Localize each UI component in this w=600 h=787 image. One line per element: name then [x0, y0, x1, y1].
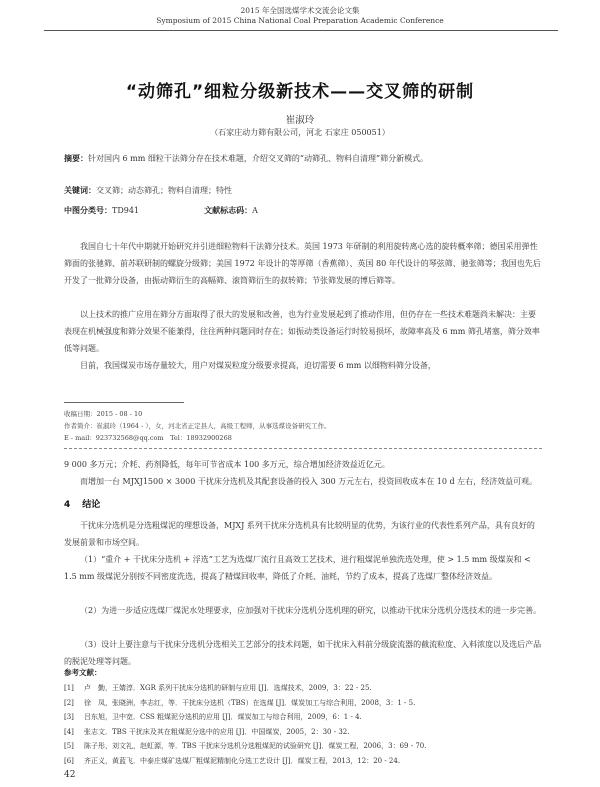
reference-list [64, 681, 542, 768]
section-title: 结论 [82, 500, 101, 510]
intro-paragraph-3: 目前，我国煤炭市场存量较大，用户对煤炭粒度分级要求提高，迫切需要 6 mm 以细物料筛分设备， [80, 361, 436, 370]
reference-item: [6] 齐正义，黄蓝飞．中泰庄煤矿选煤厂粗煤泥精制化分选工艺设计 [J]．煤炭工程，2013，12：20 - 24. [64, 756, 401, 765]
clc-label: 中图分类号： [64, 206, 112, 215]
reference-item: [5] 陈子彤，刘文礼，赵虹源，等．TBS 干扰床分选机分选粗煤泥的试验研究 [J]．煤炭工程，2006，3：69 - 70. [64, 742, 427, 750]
header-cn: 2015 年全国选煤学术交流会论文集 [240, 6, 360, 15]
continued-paragraph-1: 9 000 多万元；介耗、药剂降低，每年可节省成本 100 多万元，综合增加经济效益近亿元。 [64, 460, 390, 469]
reference-item: [1] 卢 勤，王婧淳．XGR 系列干扰床分选机的研制与应用 [J]．选煤技术，2009，3：22 - 25. [64, 684, 372, 692]
doc-code-value: A [252, 206, 258, 215]
keywords [64, 185, 542, 196]
section-number: 4 [64, 500, 71, 510]
doc-code-label: 文献标志码： [204, 206, 253, 215]
footnote-divider [64, 402, 184, 403]
footnote [64, 408, 542, 444]
received-date: 收稿日期：2015 - 08 - 10 [64, 410, 143, 418]
continued-paragraph-2: 而增加一台 MJXJ1500 × 3000 干扰床分选机及其配套设备的投入 300 万元左右，投资回收成本在 10 d 左右，经济效益可观。 [80, 477, 538, 486]
running-header [0, 6, 600, 26]
conclusion-paragraph-2: （1）“重介 + 干扰床分选机 + 浮选”工艺为选煤厂流行且高效工艺技术，进行粗煤泥单独洗选处理，使 > 1.5 mm 级煤炭和 < 1.5 mm 级煤泥分别按不同密度洗选，提高了精煤回收率，降低了介耗、油耗，节约了成本，提高了选煤厂整体经济效益。 [64, 555, 531, 581]
author-contact: E - mail：923732568@qq.com Tel：18932900268 [64, 434, 232, 442]
abstract-label: 摘要： [64, 154, 88, 163]
header-divider [44, 30, 558, 31]
header-en: Symposium of 2015 China National Coal Preparation Academic Conference [156, 16, 444, 25]
abstract-text: 针对国内 6 mm 细粒干法筛分存在技术难题，介绍交叉筛的“动筛孔、物料自清理”筛分新模式。 [88, 154, 429, 163]
classification [64, 205, 542, 216]
clc-value: TD941 [112, 206, 140, 215]
references-heading: 参考文献： [64, 668, 102, 677]
reference-item: [3] 吕东旭，卫中宽．CSS 粗煤泥分选机的应用 [J]．煤炭加工与综合利用，2009，6：1 - 4. [64, 713, 362, 721]
intro-paragraph-1: 我国自七十年代中期就开始研究并引进细粒物料干法筛分技术。英国 1973 年研制的利用旋转离心选的旋转概率筛；德国采用弹性筛面的张驰筛、前苏联研制的螺旋分级筛；美国 1972 年设计的等厚筛（香蕉筛）、英国 80 年代设计的琴弦筛、驰张筛等；我国也先后开发了一批筛分设备，由振动筛衍生的高幅筛、滚筒筛衍生的叔转筛；节张筛发展的博后筛等。 [64, 242, 541, 285]
keywords-label: 关键词： [64, 186, 96, 195]
keywords-text: 交叉筛；动态筛孔；物料自清理；特性 [96, 186, 232, 195]
conclusion-paragraph-4: （3）设计上要注意与干扰床分选机分选相关工艺部分的技术问题，如干扰床入料前分级旋流器的截流粒度、入料浓度以及选后产品的脱泥处理等问题。 [64, 640, 542, 666]
intro-paragraph-2: 以上技术的推广应用在筛分方面取得了很大的发展和改善，也为行业发展起到了推动作用，但仍存在一些技术难题尚未解决：主要表现在机械强度和筛分效果不能兼得，往往两种问题同时存在；如振动类设备运行时较易损坏，故障率高及 6 mm 筛孔堵塞，筛分效率低等问题。 [64, 310, 540, 353]
conclusion-paragraph-3: （2）为进一步适应选煤厂煤泥水处理要求，应加强对干扰床分选机分选机理的研究，以推动干扰床分选机分选技术的进一步完善。 [80, 606, 542, 615]
abstract [64, 151, 542, 167]
author-name: 崔淑玲 [285, 115, 315, 126]
paper-title: “动筛孔”细粒分级新技术——交叉筛的研制 [125, 82, 475, 102]
continuation-divider [64, 448, 542, 449]
reference-item: [2] 徐 凤，张晓洲，李志红，等．干扰床分选机（TBS）在选煤 [J]．煤炭加工与综合利用，2008，3：1 - 5. [64, 698, 416, 707]
reference-item: [4] 张志文．TBS 干扰床及其在粗煤泥分选中的应用 [J]．中国煤炭，2005，2：30 - 32. [64, 727, 350, 736]
page-number: 42 [64, 770, 76, 780]
author-bio: 作者简介：崔淑玲（1964 - ），女，河北省正定县人，高级工程师，从事选煤设备研究工作。 [64, 422, 331, 430]
author-affiliation: （石家庄动力筛有限公司，河北 石家庄 050051） [210, 128, 390, 137]
section-heading [64, 497, 112, 510]
conclusion-paragraph-1: 干扰床分选机是分选粗煤泥的理想设备，MJXJ 系列干扰床分选机具有比较明显的优势，为该行业的代表性系列产品，具有良好的发展前景和市场空间。 [64, 521, 535, 547]
